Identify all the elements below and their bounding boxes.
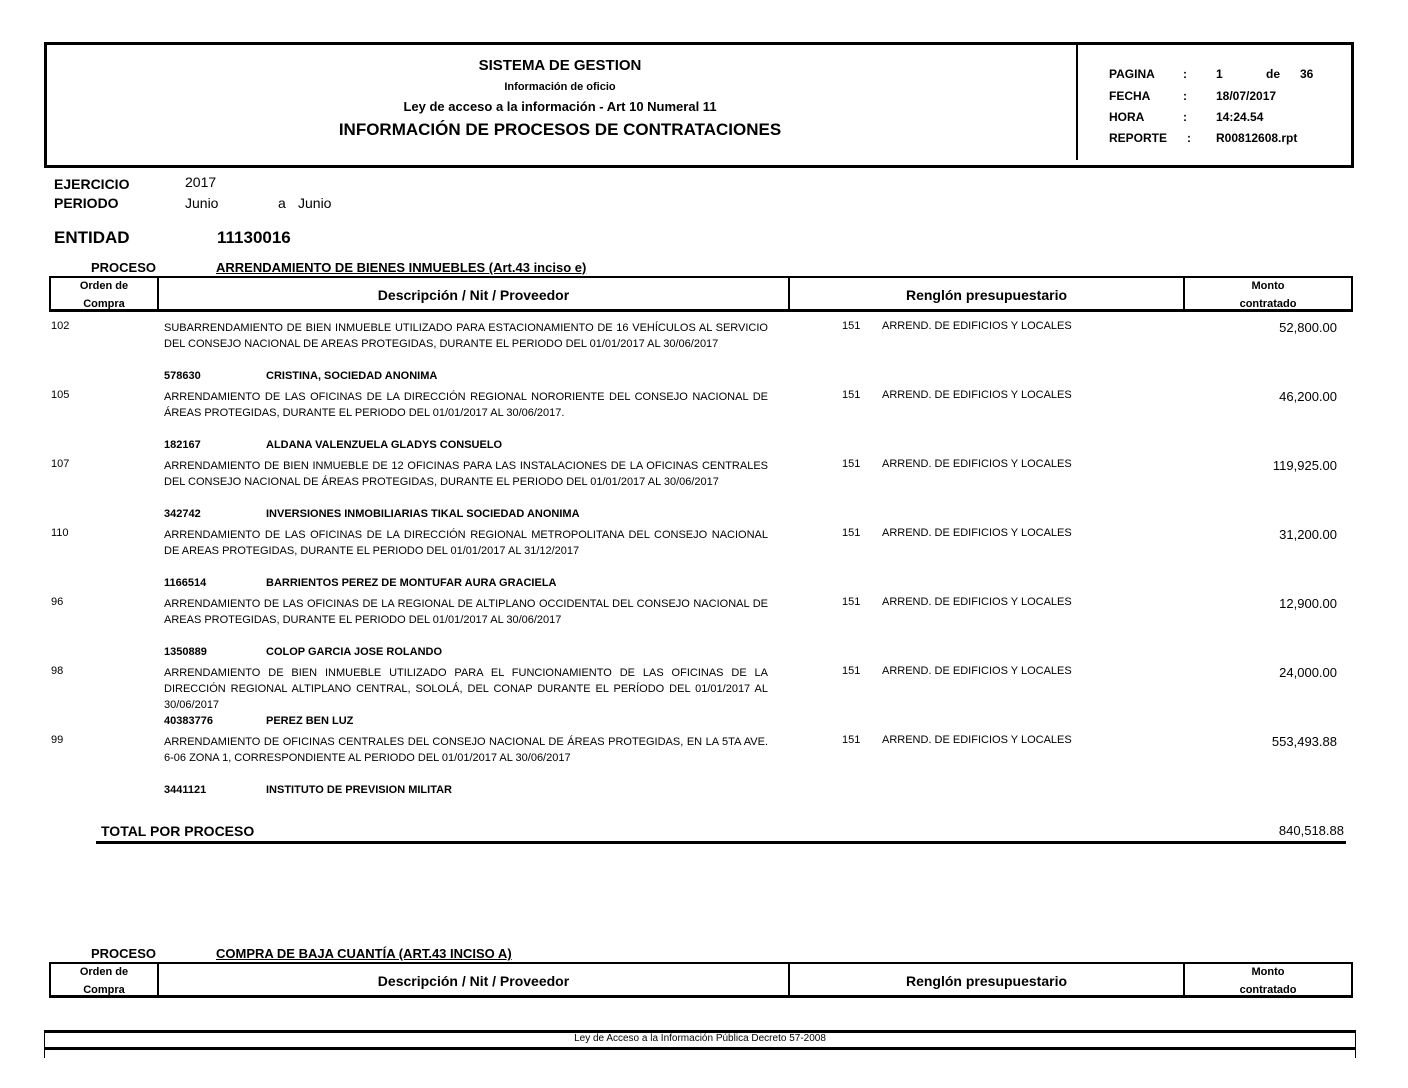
page-of-label: de [1266,67,1281,81]
total-value: 840,518.88 [1278,823,1344,838]
report-file: R00812608.rpt [1216,131,1298,145]
description: ARRENDAMIENTO DE LAS OFICINAS DE LA DIRECCIÓN REGIONAL NORORIENTE DEL CONSEJO NACIONAL DE ÁREAS PROTEGIDAS, DURANTE EL PERIODO DEL 01/01/2017 AL 30/06/2017. [164,391,768,419]
process-label: PROCESO [91,946,157,961]
page-colon: : [1183,67,1187,81]
column-header-amount-line2: contratado [1239,298,1297,310]
law-reference: Ley de acceso a la información - Art 10 Numeral 11 [403,99,717,114]
order-number: 107 [51,458,70,470]
page-total: 36 [1300,67,1314,81]
time-colon: : [1183,110,1187,124]
description: ARRENDAMIENTO DE BIEN INMUEBLE UTILIZADO PARA EL FUNCIONAMIENTO DE LAS OFICINAS DE LA DIRECCIÓN REGIONAL ALTIPLANO CENTRAL, SOLOLÁ, DEL CONAP DURANTE EL PERÍODO DEL 01/01/2017 AL 30/06/2017 [164,667,768,711]
amount: 52,800.00 [1279,320,1337,335]
provider-name: CRISTINA, SOCIEDAD ANONIMA [266,370,438,382]
report-title: INFORMACIÓN DE PROCESOS DE CONTRATACIONES [338,120,782,139]
renglon-code: 151 [842,458,861,470]
footer-text: Ley de Acceso a la Información Pública Decreto 57-2008 [574,1033,826,1044]
order-number: 105 [51,389,70,401]
description: ARRENDAMIENTO DE LAS OFICINAS DE LA REGIONAL DE ALTIPLANO OCCIDENTAL DEL CONSEJO NACIONAL DE AREAS PROTEGIDAS, DURANTE EL PERIODO DEL 01/01/2017 AL 30/06/2017 [164,598,768,626]
provider-nit: 3441121 [164,784,207,796]
header-divider [1076,44,1078,160]
renglon-code: 151 [842,527,861,539]
date-label: FECHA [1109,89,1151,103]
periodo-from: Junio [185,195,219,211]
order-number: 110 [51,527,69,539]
report-colon: : [1187,131,1191,145]
column-header-renglon: Renglón presupuestario [905,973,1068,989]
provider-nit: 578630 [164,370,201,382]
description: ARRENDAMIENTO DE BIEN INMUEBLE DE 12 OFICINAS PARA LAS INSTALACIONES DE LA OFICINAS CENTRALES DEL CONSEJO NACIONAL DE ÁREAS PROTEGIDAS, DURANTE EL PERIODO DEL 01/01/2017 AL 30/06/2017 [164,460,768,488]
renglon-name: ARREND. DE EDIFICIOS Y LOCALES [882,665,1072,677]
provider-name: INVERSIONES INMOBILIARIAS TIKAL SOCIEDAD ANONIMA [266,508,580,520]
column-header-order [51,277,157,313]
ejercicio-value: 2017 [185,174,217,190]
provider-nit: 1166514 [164,577,207,589]
order-number: 99 [51,734,64,746]
renglon-name: ARREND. DE EDIFICIOS Y LOCALES [882,389,1072,401]
date-value: 18/07/2017 [1216,89,1277,103]
page-label: PAGINA [1109,67,1155,81]
amount: 119,925.00 [1272,458,1337,473]
provider-nit: 182167 [164,439,201,451]
system-name: SISTEMA DE GESTION [478,57,642,74]
periodo-separator: a [278,195,286,211]
column-header-amount [1185,963,1351,999]
periodo-to: Junio [298,195,332,211]
amount: 46,200.00 [1279,389,1337,404]
provider-name: ALDANA VALENZUELA GLADYS CONSUELO [266,439,503,451]
provider-nit: 40383776 [164,715,213,727]
column-header-renglon: Renglón presupuestario [905,287,1068,303]
provider-nit: 1350889 [164,646,207,658]
renglon-name: ARREND. DE EDIFICIOS Y LOCALES [882,527,1072,539]
column-header-order [51,963,157,999]
ejercicio-label: EJERCICIO [54,176,130,192]
footer-edge [44,1050,45,1058]
column-header-amount-line1: Monto [1251,280,1285,292]
process-name: ARRENDAMIENTO DE BIENES INMUEBLES (Art.43 inciso e) [216,260,587,275]
renglon-name: ARREND. DE EDIFICIOS Y LOCALES [882,596,1072,608]
description: ARRENDAMIENTO DE LAS OFICINAS DE LA DIRECCIÓN REGIONAL METROPOLITANA DEL CONSEJO NACIONAL DE AREAS PROTEGIDAS, DURANTE EL PERIODO DEL 01/01/2017 AL 31/12/2017 [164,529,768,557]
process-label: PROCESO [91,260,157,275]
date-colon: : [1183,89,1187,103]
renglon-name: ARREND. DE EDIFICIOS Y LOCALES [882,734,1072,746]
column-header-amount-line2: contratado [1239,984,1297,996]
report-label: REPORTE [1109,131,1168,145]
renglon-code: 151 [842,596,861,608]
amount: 553,493.88 [1271,734,1337,749]
renglon-code: 151 [842,320,861,332]
renglon-code: 151 [842,389,861,401]
provider-name: INSTITUTO DE PREVISION MILITAR [266,784,452,796]
description: ARRENDAMIENTO DE OFICINAS CENTRALES DEL CONSEJO NACIONAL DE ÁREAS PROTEGIDAS, EN LA 5TA AVE. 6-06 ZONA 1, CORRESPONDIENTE AL PERIODO DEL 01/01/2017 AL 30/06/2017 [164,736,768,764]
provider-name: COLOP GARCIA JOSE ROLANDO [266,646,443,658]
footer-edge [1355,1050,1356,1058]
provider-name: PEREZ BEN LUZ [266,715,354,727]
renglon-code: 151 [842,734,861,746]
provider-nit: 342742 [164,508,201,520]
entidad-value: 11130016 [217,228,291,247]
process-name: COMPRA DE BAJA CUANTÍA (ART.43 INCISO A) [216,946,512,961]
amount: 31,200.00 [1279,527,1337,542]
periodo-label: PERIODO [54,195,119,211]
column-header-description: Descripción / Nit / Proveedor [377,287,570,303]
provider-name: BARRIENTOS PEREZ DE MONTUFAR AURA GRACIELA [266,577,557,589]
column-header-description: Descripción / Nit / Proveedor [377,973,570,989]
column-header-order-line1: Orden de [79,280,129,292]
time-label: HORA [1109,110,1145,124]
column-header-amount [1185,277,1351,313]
column-header-order-line1: Orden de [79,966,129,978]
column-header-order-line2: Compra [83,984,125,996]
amount: 12,900.00 [1279,596,1337,611]
column-header-amount-line1: Monto [1251,966,1285,978]
time-value: 14:24.54 [1216,110,1264,124]
report-subtitle: Información de oficio [504,81,616,93]
renglon-code: 151 [842,665,861,677]
order-number: 96 [51,596,64,608]
renglon-name: ARREND. DE EDIFICIOS Y LOCALES [882,320,1072,332]
amount: 24,000.00 [1279,665,1337,680]
column-header-order-line2: Compra [83,298,125,310]
order-number: 102 [51,320,70,332]
order-number: 98 [51,665,64,677]
page-number: 1 [1216,67,1223,81]
total-underline [96,841,1346,844]
entidad-label: ENTIDAD [54,228,130,247]
total-label: TOTAL POR PROCESO [101,823,255,839]
description: SUBARRENDAMIENTO DE BIEN INMUEBLE UTILIZADO PARA ESTACIONAMIENTO DE 16 VEHÍCULOS AL SERVICIO DEL CONSEJO NACIONAL DE AREAS PROTEGIDAS, DURANTE EL PERIODO DEL 01/01/2017 AL 30/06/2017 [164,322,768,350]
renglon-name: ARREND. DE EDIFICIOS Y LOCALES [882,458,1072,470]
